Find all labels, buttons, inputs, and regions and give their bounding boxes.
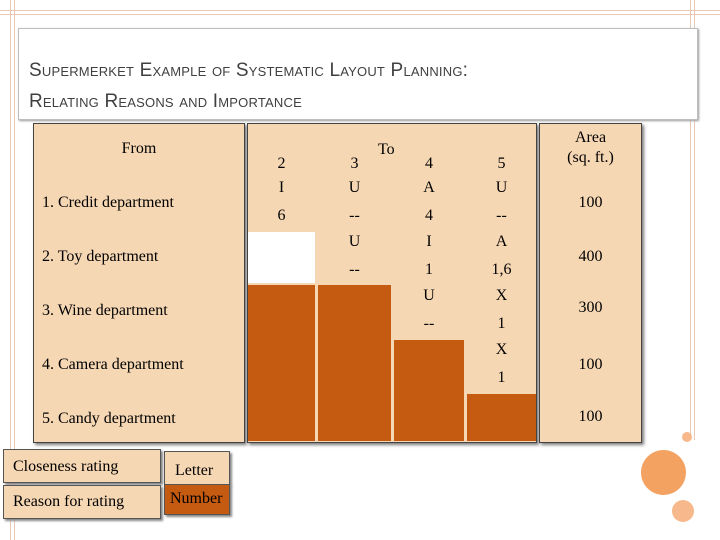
- title-fragment: ayout: [340, 60, 386, 81]
- pair-1-3-reason: --: [349, 207, 360, 224]
- legend-letter-label: Letter: [175, 462, 214, 479]
- brown-block-col2: [248, 285, 315, 441]
- brown-block-col5: [467, 394, 536, 441]
- pair-1-5-rating: U: [495, 179, 508, 196]
- dept-label-2: 2. Toy department: [42, 248, 159, 265]
- pair-2-5-rating: A: [495, 233, 508, 250]
- pair-1-3-rating: U: [348, 179, 361, 196]
- from-column-border: [33, 123, 245, 443]
- title-fragment: R: [98, 91, 119, 112]
- brown-block-col4: [394, 340, 464, 441]
- title-fragment: elating: [42, 91, 99, 112]
- pair-2-5-reason: 1,6: [491, 261, 512, 278]
- title-fragment: mportance: [218, 91, 302, 112]
- pair-1-2-reason: 6: [277, 207, 286, 224]
- area-value-5: 100: [578, 408, 603, 425]
- col-header-4: 4: [425, 155, 433, 172]
- area-column-border: [539, 123, 642, 443]
- title-line-2: [29, 86, 689, 117]
- area-value-3: 300: [578, 299, 603, 316]
- blank-cell-2-2: [248, 232, 315, 283]
- decorative-circle-large: [641, 450, 686, 495]
- title-fragment: E: [134, 60, 153, 81]
- pair-4-5-rating: X: [495, 341, 508, 358]
- title-fragment: L: [324, 60, 341, 81]
- pair-1-2-rating: I: [278, 179, 285, 196]
- title-fragment: easons and: [118, 91, 208, 112]
- pair-3-5-reason: 1: [497, 315, 506, 332]
- pair-2-4-reason: 1: [425, 261, 433, 278]
- to-label: To: [378, 141, 395, 158]
- col-header-2: 2: [277, 155, 286, 172]
- pair-3-4-reason: --: [423, 315, 435, 332]
- title-fragment: lanning:: [403, 60, 469, 81]
- decorative-circle-medium: [672, 500, 694, 522]
- area-value-1: 100: [578, 194, 603, 211]
- title-fragment: P: [385, 60, 404, 81]
- pair-1-4-rating: A: [423, 179, 435, 196]
- title-box: [18, 28, 698, 120]
- pair-1-4-reason: 4: [425, 207, 433, 224]
- slide-title: [29, 55, 689, 117]
- dept-label-4: 4. Camera department: [42, 356, 184, 373]
- title-fragment: ystematic: [248, 60, 324, 81]
- area-header: Area (sq. ft.): [567, 129, 614, 166]
- title-fragment: R: [29, 91, 43, 112]
- col-header-5: 5: [497, 155, 506, 172]
- legend-number-label: Number: [170, 490, 223, 507]
- title-line-1: [29, 55, 689, 86]
- pair-1-5-reason: --: [496, 207, 507, 224]
- title-fragment: I: [207, 91, 219, 112]
- pair-2-4-rating: I: [426, 233, 432, 250]
- pair-4-5-reason: 1: [497, 369, 506, 386]
- legend-closeness-label: Closeness rating: [13, 458, 119, 475]
- decorative-circle-small: [682, 432, 692, 442]
- title-fragment: S: [230, 60, 249, 81]
- dept-label-5: 5. Candy department: [42, 410, 176, 427]
- frame-line-top-inner: [0, 14, 720, 15]
- frame-line-top: [0, 10, 720, 11]
- pair-3-4-rating: U: [423, 287, 435, 304]
- title-fragment: xample of: [152, 60, 231, 81]
- dept-label-1: 1. Credit department: [42, 194, 174, 211]
- from-label: From: [121, 140, 157, 157]
- legend-reason-label: Reason for rating: [13, 493, 125, 510]
- area-value-4: 100: [578, 356, 603, 373]
- title-fragment: upermerket: [41, 60, 135, 81]
- title-fragment: S: [29, 60, 42, 81]
- pair-3-5-rating: X: [495, 287, 508, 304]
- pair-2-3-rating: U: [348, 233, 361, 250]
- dept-label-3: 3. Wine department: [42, 302, 168, 319]
- col-header-3: 3: [350, 155, 359, 172]
- area-value-2: 400: [578, 248, 603, 265]
- brown-block-col3: [318, 285, 391, 441]
- pair-2-3-reason: --: [349, 261, 360, 278]
